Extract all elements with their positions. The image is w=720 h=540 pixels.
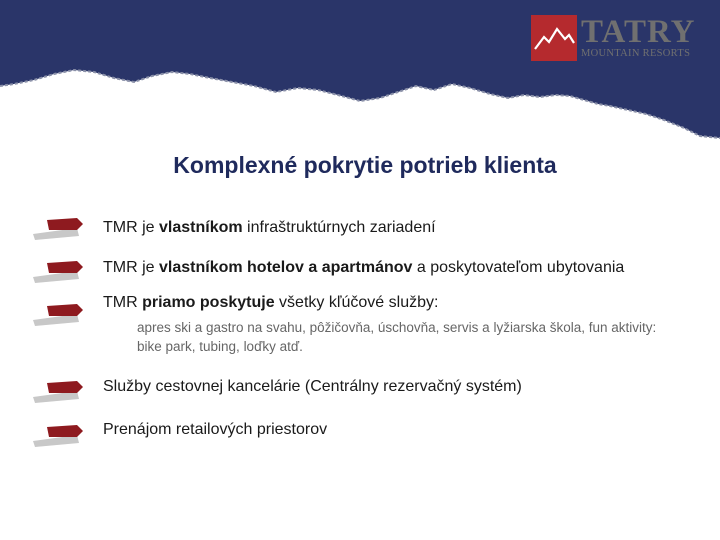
tatry-logo <box>531 15 709 61</box>
bullet-arrow-icon <box>33 214 91 240</box>
slide-title: Komplexné pokrytie potrieb klienta <box>173 152 557 178</box>
bullet-arrow-icon <box>33 257 91 283</box>
logo-mountain-icon <box>531 15 577 61</box>
services-sub-note: apres ski a gastro na svahu, pôžičovňa, úschovňa, servis a lyžiarska škola, fun aktivity: bike park, tubing, loďky atď. <box>137 320 657 354</box>
bullet-arrow-icon <box>33 377 91 403</box>
list-item: Služby cestovnej kancelárie (Centrálny rezervačný systém) <box>103 378 522 395</box>
bullet-arrow-icon <box>33 300 91 326</box>
list-item: TMR je vlastníkom hotelov a apartmánov a poskytovateľom ubytovania <box>103 259 625 276</box>
list-item: TMR je vlastníkom infraštruktúrnych zariadení <box>103 219 436 236</box>
list-item: Prenájom retailových priestorov <box>103 421 328 438</box>
logo-wordmark: TATRY <box>581 13 696 50</box>
list-item: TMR priamo poskytuje všetky kľúčové služby: <box>103 294 439 311</box>
logo-subtitle: MOUNTAIN RESORTS <box>581 47 691 59</box>
bullet-arrow-icon <box>33 421 91 447</box>
